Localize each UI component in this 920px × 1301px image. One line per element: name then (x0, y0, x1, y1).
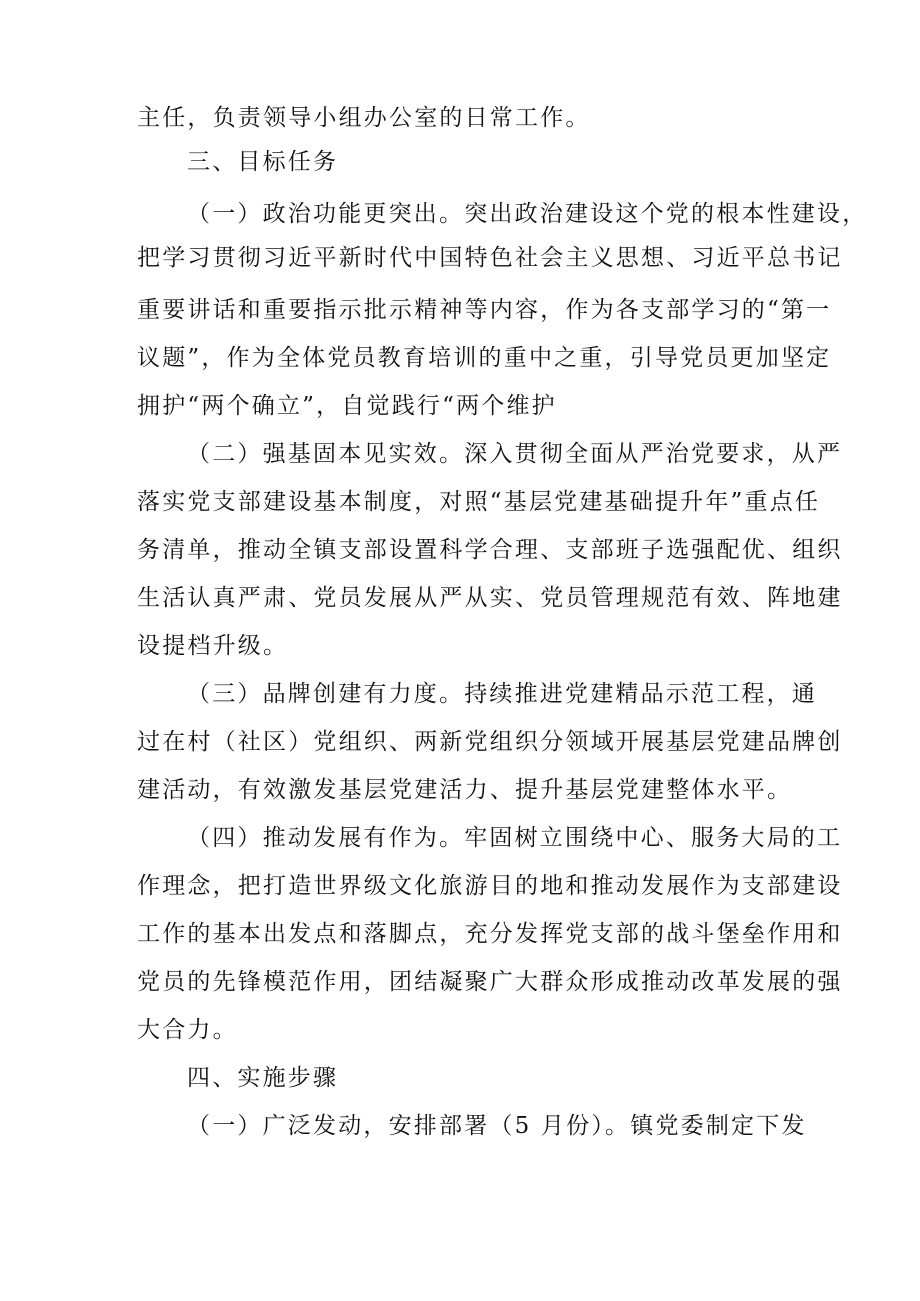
paragraph-line: 务清单，推动全镇支部设置科学合理、支部班子选强配优、组织 (137, 537, 843, 563)
paragraph-line: 生活认真严肃、党员发展从严从实、党员管理规范有效、阵地建 (137, 585, 843, 611)
paragraph-line: 作理念，把打造世界级文化旅游目的地和推动发展作为支部建设 (137, 873, 843, 899)
paragraph-line: （三）品牌创建有力度。持续推进党建精品示范工程，通 (187, 681, 817, 707)
paragraph-line: 拥护“两个确立”，自觉践行“两个维护 (137, 393, 557, 419)
paragraph-line: （四）推动发展有作为。牢固树立围绕中心、服务大局的工 (187, 825, 843, 851)
paragraph-line: 党员的先锋模范作用，团结凝聚广大群众形成推动改革发展的强 (137, 969, 843, 995)
paragraph-line: 工作的基本出发点和落脚点，充分发挥党支部的战斗堡垒作用和 (137, 921, 843, 947)
paragraph-line: 建活动，有效激发基层党建活力、提升基层党建整体水平。 (137, 777, 793, 803)
paragraph-line: （一）政治功能更突出。突出政治建设这个党的根本性建设， (187, 201, 868, 227)
section-heading: 四、实施步骤 (187, 1065, 339, 1091)
paragraph-line: 议题”，作为全体党员教育培训的重中之重，引导党员更加坚定 (137, 345, 832, 371)
paragraph-line: 落实党支部建设基本制度，对照“基层党建基础提升年”重点任 (137, 489, 821, 515)
paragraph-line: （一）广泛发动，安排部署（5 月份）。镇党委制定下发 (187, 1113, 807, 1139)
paragraph-line: 把学习贯彻习近平新时代中国特色社会主义思想、习近平总书记 (137, 245, 843, 271)
paragraph-line: 重要讲话和重要指示批示精神等内容，作为各支部学习的“第一 (137, 297, 832, 323)
paragraph-line: 大合力。 (137, 1017, 238, 1043)
section-heading: 三、目标任务 (187, 149, 339, 175)
paragraph-line: 设提档升级。 (137, 633, 289, 659)
paragraph-line: （二）强基固本见实效。深入贯彻全面从严治党要求，从严 (187, 441, 843, 467)
paragraph-line: 主任，负责领导小组办公室的日常工作。 (137, 105, 591, 131)
paragraph-line: 过在村（社区）党组织、两新党组织分领域开展基层党建品牌创 (137, 729, 843, 755)
